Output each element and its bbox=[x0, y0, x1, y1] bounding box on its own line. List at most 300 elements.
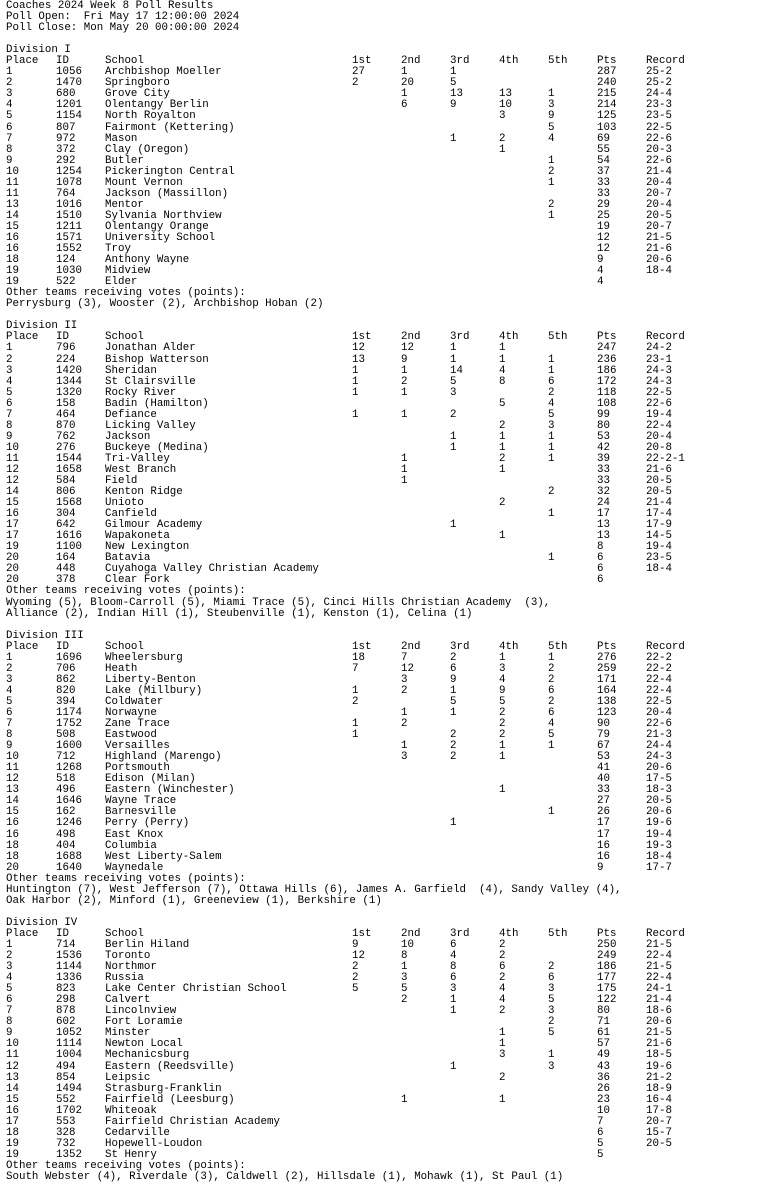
cell-third: 4 bbox=[450, 950, 457, 963]
cell-second: 1 bbox=[401, 364, 408, 377]
cell-fifth: 5 bbox=[548, 994, 555, 1007]
cell-record: 21-5 bbox=[646, 1027, 672, 1040]
cell-id: 1078 bbox=[56, 176, 82, 189]
cell-first: 1 bbox=[352, 729, 359, 742]
cell-pts: 53 bbox=[597, 751, 610, 764]
column-header-id: ID bbox=[56, 640, 69, 653]
cell-place: 12 bbox=[6, 475, 19, 488]
cell-fifth: 1 bbox=[548, 740, 555, 753]
cell-id: 1352 bbox=[56, 1148, 82, 1161]
cell-first: 12 bbox=[352, 342, 365, 355]
table-row bbox=[6, 841, 773, 852]
other-votes-label: Other teams receiving votes (points): bbox=[6, 1159, 246, 1172]
cell-fourth: 2 bbox=[499, 938, 506, 951]
cell-first: 9 bbox=[352, 938, 359, 951]
cell-fourth: 10 bbox=[499, 99, 512, 112]
cell-place: 4 bbox=[6, 99, 13, 112]
cell-place: 1 bbox=[6, 938, 13, 951]
cell-third: 6 bbox=[450, 972, 457, 985]
cell-record: 20-7 bbox=[646, 1115, 672, 1128]
cell-second: 1 bbox=[401, 961, 408, 974]
cell-record: 25-2 bbox=[646, 77, 672, 90]
cell-third: 2 bbox=[450, 408, 457, 421]
cell-place: 5 bbox=[6, 695, 13, 708]
cell-school: Bishop Watterson bbox=[105, 353, 209, 366]
cell-fourth: 2 bbox=[499, 718, 506, 731]
cell-pts: 43 bbox=[597, 1060, 610, 1073]
cell-place: 7 bbox=[6, 718, 13, 731]
cell-id: 518 bbox=[56, 773, 76, 786]
cell-school: Calvert bbox=[105, 994, 151, 1007]
cell-place: 15 bbox=[6, 806, 19, 819]
cell-place: 10 bbox=[6, 1038, 19, 1051]
other-votes-list: Perrysburg (3), Wooster (2), Archbishop Hoban (2) bbox=[6, 298, 324, 311]
column-header-second: 2nd bbox=[401, 927, 421, 940]
cell-record: 18-4 bbox=[646, 563, 672, 576]
column-header-first: 1st bbox=[352, 331, 372, 344]
cell-school: Archbishop Moeller bbox=[105, 66, 222, 79]
cell-fifth: 1 bbox=[548, 806, 555, 819]
cell-school: Jackson bbox=[105, 430, 151, 443]
cell-third: 5 bbox=[450, 695, 457, 708]
cell-fourth: 2 bbox=[499, 950, 506, 963]
column-header-school: School bbox=[105, 331, 144, 344]
column-header-pts: Pts bbox=[597, 927, 617, 940]
cell-pts: 103 bbox=[597, 121, 617, 134]
cell-second: 2 bbox=[401, 994, 408, 1007]
cell-school: Gilmour Academy bbox=[105, 519, 203, 532]
cell-place: 5 bbox=[6, 110, 13, 123]
cell-id: 1344 bbox=[56, 375, 82, 388]
cell-pts: 4 bbox=[597, 265, 604, 278]
cell-school: Zane Trace bbox=[105, 718, 170, 731]
cell-pts: 19 bbox=[597, 220, 610, 233]
cell-pts: 55 bbox=[597, 143, 610, 156]
other-votes-list: Alliance (2), Indian Hill (1), Steubenville (1), Kenston (1), Celina (1) bbox=[6, 607, 473, 620]
cell-id: 762 bbox=[56, 430, 76, 443]
cell-place: 8 bbox=[6, 143, 13, 156]
cell-first: 2 bbox=[352, 77, 359, 90]
cell-first: 27 bbox=[352, 66, 365, 79]
cell-second: 1 bbox=[401, 408, 408, 421]
cell-record: 22-5 bbox=[646, 695, 672, 708]
cell-pts: 13 bbox=[597, 530, 610, 543]
cell-pts: 118 bbox=[597, 386, 617, 399]
cell-school: Eastern (Winchester) bbox=[105, 784, 235, 797]
column-header-third: 3rd bbox=[450, 927, 470, 940]
table-row bbox=[6, 343, 773, 354]
cell-place: 18 bbox=[6, 850, 19, 863]
table-row bbox=[6, 830, 773, 841]
cell-id: 1211 bbox=[56, 220, 82, 233]
cell-fourth: 1 bbox=[499, 463, 506, 476]
cell-school: Coldwater bbox=[105, 695, 164, 708]
cell-place: 12 bbox=[6, 1060, 19, 1073]
cell-record: 21-6 bbox=[646, 243, 672, 256]
cell-school: Sheridan bbox=[105, 364, 157, 377]
spacer bbox=[6, 34, 773, 45]
cell-place: 19 bbox=[6, 1148, 19, 1161]
cell-id: 1052 bbox=[56, 1027, 82, 1040]
cell-id: 1640 bbox=[56, 861, 82, 874]
cell-school: Perry (Perry) bbox=[105, 817, 190, 830]
cell-school: Lake Center Christian School bbox=[105, 983, 287, 996]
cell-id: 642 bbox=[56, 519, 76, 532]
cell-school: Versailles bbox=[105, 740, 170, 753]
cell-fourth: 1 bbox=[499, 751, 506, 764]
cell-fourth: 13 bbox=[499, 88, 512, 101]
cell-record: 18-4 bbox=[646, 850, 672, 863]
cell-fifth: 1 bbox=[548, 651, 555, 664]
cell-pts: 33 bbox=[597, 176, 610, 189]
cell-place: 13 bbox=[6, 1071, 19, 1084]
column-header-pts: Pts bbox=[597, 640, 617, 653]
cell-record: 22-2 bbox=[646, 662, 672, 675]
cell-second: 10 bbox=[401, 938, 414, 951]
cell-first: 5 bbox=[352, 983, 359, 996]
cell-record: 20-4 bbox=[646, 707, 672, 719]
cell-place: 7 bbox=[6, 132, 13, 145]
cell-fifth: 3 bbox=[548, 99, 555, 112]
cell-record: 22-6 bbox=[646, 132, 672, 145]
cell-place: 8 bbox=[6, 729, 13, 742]
cell-record: 21-2 bbox=[646, 1071, 672, 1084]
cell-second: 2 bbox=[401, 684, 408, 697]
cell-place: 6 bbox=[6, 397, 13, 410]
table-row bbox=[6, 134, 773, 145]
cell-third: 1 bbox=[450, 353, 457, 366]
division-section bbox=[6, 310, 773, 619]
cell-third: 1 bbox=[450, 66, 457, 79]
cell-record: 19-4 bbox=[646, 408, 672, 421]
table-row bbox=[6, 852, 773, 863]
cell-school: Licking Valley bbox=[105, 419, 196, 432]
cell-place: 17 bbox=[6, 1115, 19, 1128]
cell-second: 1 bbox=[401, 475, 408, 488]
cell-place: 18 bbox=[6, 254, 19, 267]
cell-third: 1 bbox=[450, 430, 457, 443]
cell-third: 2 bbox=[450, 740, 457, 753]
cell-place: 15 bbox=[6, 497, 19, 510]
column-header-fifth: 5th bbox=[548, 331, 568, 344]
cell-fifth: 2 bbox=[548, 486, 555, 499]
cell-school: Unioto bbox=[105, 497, 144, 510]
cell-id: 1254 bbox=[56, 165, 82, 178]
cell-fourth: 2 bbox=[499, 497, 506, 510]
cell-place: 16 bbox=[6, 817, 19, 830]
cell-record: 22-5 bbox=[646, 121, 672, 134]
cell-first: 1 bbox=[352, 684, 359, 697]
cell-id: 1696 bbox=[56, 651, 82, 664]
cell-place: 14 bbox=[6, 486, 19, 499]
cell-fifth: 2 bbox=[548, 961, 555, 974]
cell-id: 224 bbox=[56, 353, 76, 366]
column-header-third: 3rd bbox=[450, 640, 470, 653]
cell-school: Troy bbox=[105, 243, 131, 256]
cell-record: 20-5 bbox=[646, 795, 672, 808]
cell-school: Cedarville bbox=[105, 1126, 170, 1139]
cell-place: 16 bbox=[6, 508, 19, 521]
cell-fourth: 2 bbox=[499, 1071, 506, 1084]
cell-pts: 61 bbox=[597, 1027, 610, 1040]
cell-record: 22-6 bbox=[646, 397, 672, 410]
cell-pts: 16 bbox=[597, 839, 610, 852]
cell-place: 2 bbox=[6, 77, 13, 90]
cell-record: 17-9 bbox=[646, 519, 672, 532]
cell-fifth: 1 bbox=[548, 1049, 555, 1062]
cell-school: Columbia bbox=[105, 839, 157, 852]
column-header-fifth: 5th bbox=[548, 927, 568, 940]
cell-record: 24-4 bbox=[646, 740, 672, 753]
cell-record: 20-6 bbox=[646, 806, 672, 819]
cell-pts: 79 bbox=[597, 729, 610, 742]
cell-id: 1016 bbox=[56, 198, 82, 211]
column-header-fourth: 4th bbox=[499, 927, 519, 940]
cell-fifth: 5 bbox=[548, 1027, 555, 1040]
cell-place: 20 bbox=[6, 552, 19, 565]
cell-record: 21-6 bbox=[646, 463, 672, 476]
cell-school: Wheelersburg bbox=[105, 651, 183, 664]
column-header-second: 2nd bbox=[401, 331, 421, 344]
cell-id: 498 bbox=[56, 828, 76, 841]
cell-id: 378 bbox=[56, 574, 76, 587]
cell-pts: 24 bbox=[597, 497, 610, 510]
cell-id: 1646 bbox=[56, 795, 82, 808]
cell-second: 12 bbox=[401, 662, 414, 675]
cell-record: 22-6 bbox=[646, 154, 672, 167]
cell-fourth: 1 bbox=[499, 143, 506, 156]
cell-school: Grove City bbox=[105, 88, 170, 101]
cell-pts: 259 bbox=[597, 662, 617, 675]
division-section bbox=[6, 620, 773, 907]
cell-record: 21-4 bbox=[646, 497, 672, 510]
cell-place: 2 bbox=[6, 662, 13, 675]
cell-pts: 17 bbox=[597, 817, 610, 830]
table-row bbox=[6, 1073, 773, 1084]
cell-fifth: 6 bbox=[548, 375, 555, 388]
cell-fifth: 1 bbox=[548, 441, 555, 454]
cell-third: 13 bbox=[450, 88, 463, 101]
cell-place: 11 bbox=[6, 762, 19, 775]
cell-second: 1 bbox=[401, 88, 408, 101]
column-header-third: 3rd bbox=[450, 331, 470, 344]
column-header-second: 2nd bbox=[401, 55, 421, 68]
cell-fifth: 1 bbox=[548, 353, 555, 366]
cell-first: 2 bbox=[352, 972, 359, 985]
cell-school: St Henry bbox=[105, 1148, 157, 1161]
cell-fifth: 1 bbox=[548, 88, 555, 101]
cell-pts: 49 bbox=[597, 1049, 610, 1062]
cell-id: 1114 bbox=[56, 1038, 82, 1051]
cell-pts: 23 bbox=[597, 1093, 610, 1106]
column-header-third: 3rd bbox=[450, 55, 470, 68]
column-header-fourth: 4th bbox=[499, 55, 519, 68]
table-row bbox=[6, 1150, 773, 1161]
cell-third: 6 bbox=[450, 662, 457, 675]
cell-id: 823 bbox=[56, 983, 76, 996]
cell-place: 4 bbox=[6, 972, 13, 985]
cell-first: 2 bbox=[352, 961, 359, 974]
cell-pts: 57 bbox=[597, 1038, 610, 1051]
cell-school: Canfield bbox=[105, 508, 157, 521]
table-row bbox=[6, 366, 773, 377]
column-header-place: Place bbox=[6, 331, 39, 344]
cell-record: 20-5 bbox=[646, 486, 672, 499]
cell-fifth: 3 bbox=[548, 1005, 555, 1018]
cell-record: 20-5 bbox=[646, 1137, 672, 1150]
cell-school: Field bbox=[105, 475, 138, 488]
cell-id: 1752 bbox=[56, 718, 82, 731]
cell-place: 1 bbox=[6, 66, 13, 79]
cell-pts: 17 bbox=[597, 828, 610, 841]
cell-id: 807 bbox=[56, 121, 76, 134]
cell-school: New Lexington bbox=[105, 541, 190, 554]
table-row bbox=[6, 111, 773, 122]
column-header-first: 1st bbox=[352, 927, 372, 940]
cell-school: Olentangy Berlin bbox=[105, 99, 209, 112]
cell-second: 2 bbox=[401, 718, 408, 731]
table-row bbox=[6, 1062, 773, 1073]
cell-first: 7 bbox=[352, 662, 359, 675]
poll-close: Poll Close: Mon May 20 00:00:00 2024 bbox=[6, 22, 240, 35]
cell-fifth: 3 bbox=[548, 1060, 555, 1073]
cell-fourth: 1 bbox=[499, 353, 506, 366]
cell-school: Mentor bbox=[105, 198, 144, 211]
cell-place: 3 bbox=[6, 88, 13, 101]
cell-school: Fairmont (Kettering) bbox=[105, 121, 235, 134]
cell-school: Minster bbox=[105, 1027, 151, 1040]
cell-id: 1056 bbox=[56, 66, 82, 79]
cell-fourth: 2 bbox=[499, 729, 506, 742]
cell-place: 1 bbox=[6, 342, 13, 355]
cell-id: 1536 bbox=[56, 950, 82, 963]
cell-fifth: 1 bbox=[548, 176, 555, 189]
cell-record: 19-4 bbox=[646, 828, 672, 841]
cell-first: 12 bbox=[352, 950, 365, 963]
column-header-school: School bbox=[105, 927, 144, 940]
cell-id: 553 bbox=[56, 1115, 76, 1128]
cell-school: Lincolnview bbox=[105, 1005, 177, 1018]
cell-id: 1336 bbox=[56, 972, 82, 985]
cell-fifth: 2 bbox=[548, 165, 555, 178]
cell-id: 1688 bbox=[56, 850, 82, 863]
cell-fourth: 2 bbox=[499, 452, 506, 465]
cell-record: 21-5 bbox=[646, 961, 672, 974]
cell-record: 20-4 bbox=[646, 198, 672, 211]
cell-place: 14 bbox=[6, 1082, 19, 1095]
cell-second: 8 bbox=[401, 950, 408, 963]
cell-fifth: 2 bbox=[548, 1016, 555, 1029]
cell-record: 20-5 bbox=[646, 209, 672, 222]
cell-second: 1 bbox=[401, 386, 408, 399]
cell-place: 11 bbox=[6, 452, 19, 465]
cell-record: 21-4 bbox=[646, 165, 672, 178]
cell-second: 1 bbox=[401, 740, 408, 753]
column-header-record: Record bbox=[646, 55, 685, 68]
cell-fourth: 4 bbox=[499, 364, 506, 377]
cell-school: Midview bbox=[105, 265, 151, 278]
cell-fifth: 1 bbox=[548, 552, 555, 565]
cell-pts: 67 bbox=[597, 740, 610, 753]
column-header-fifth: 5th bbox=[548, 55, 568, 68]
poll-open: Poll Open: Fri May 17 12:00:00 2024 bbox=[6, 11, 240, 24]
cell-first: 1 bbox=[352, 386, 359, 399]
cell-school: Olentangy Orange bbox=[105, 220, 209, 233]
cell-place: 8 bbox=[6, 419, 13, 432]
cell-pts: 80 bbox=[597, 1005, 610, 1018]
cell-record: 19-6 bbox=[646, 817, 672, 830]
cell-record: 19-4 bbox=[646, 541, 672, 554]
cell-place: 13 bbox=[6, 198, 19, 211]
cell-fifth: 2 bbox=[548, 198, 555, 211]
cell-pts: 247 bbox=[597, 342, 617, 355]
column-header-first: 1st bbox=[352, 55, 372, 68]
cell-record: 17-4 bbox=[646, 508, 672, 521]
cell-id: 1100 bbox=[56, 541, 82, 554]
cell-fourth: 4 bbox=[499, 983, 506, 996]
cell-school: Strasburg-Franklin bbox=[105, 1082, 222, 1095]
cell-place: 5 bbox=[6, 386, 13, 399]
column-header-school: School bbox=[105, 55, 144, 68]
cell-record: 21-5 bbox=[646, 231, 672, 244]
cell-id: 1510 bbox=[56, 209, 82, 222]
cell-id: 372 bbox=[56, 143, 76, 156]
cell-id: 522 bbox=[56, 276, 76, 289]
cell-third: 3 bbox=[450, 386, 457, 399]
column-header-fourth: 4th bbox=[499, 640, 519, 653]
cell-pts: 5 bbox=[597, 1137, 604, 1150]
cell-first: 1 bbox=[352, 375, 359, 388]
cell-fifth: 4 bbox=[548, 718, 555, 731]
cell-id: 972 bbox=[56, 132, 76, 145]
cell-fifth: 1 bbox=[548, 508, 555, 521]
column-header-pts: Pts bbox=[597, 331, 617, 344]
cell-third: 1 bbox=[450, 441, 457, 454]
cell-place: 19 bbox=[6, 1137, 19, 1150]
cell-id: 602 bbox=[56, 1016, 76, 1029]
cell-id: 732 bbox=[56, 1137, 76, 1150]
cell-place: 15 bbox=[6, 220, 19, 233]
cell-fifth: 5 bbox=[548, 729, 555, 742]
cell-pts: 249 bbox=[597, 950, 617, 963]
cell-id: 878 bbox=[56, 1005, 76, 1018]
cell-first: 18 bbox=[352, 651, 365, 664]
column-header-record: Record bbox=[646, 640, 685, 653]
cell-fifth: 6 bbox=[548, 707, 555, 719]
cell-record: 24-3 bbox=[646, 375, 672, 388]
cell-id: 496 bbox=[56, 784, 76, 797]
table-row bbox=[6, 377, 773, 388]
cell-place: 2 bbox=[6, 353, 13, 366]
cell-id: 464 bbox=[56, 408, 76, 421]
cell-pts: 172 bbox=[597, 375, 617, 388]
cell-second: 1 bbox=[401, 66, 408, 79]
cell-school: St Clairsville bbox=[105, 375, 196, 388]
cell-third: 1 bbox=[450, 1060, 457, 1073]
cell-place: 17 bbox=[6, 530, 19, 543]
cell-id: 162 bbox=[56, 806, 76, 819]
cell-id: 1494 bbox=[56, 1082, 82, 1095]
cell-third: 1 bbox=[450, 342, 457, 355]
cell-school: Butler bbox=[105, 154, 144, 167]
cell-third: 1 bbox=[450, 707, 457, 719]
cell-school: Fairfield Christian Academy bbox=[105, 1115, 280, 1128]
spacer bbox=[6, 310, 773, 321]
cell-pts: 71 bbox=[597, 1016, 610, 1029]
cell-id: 820 bbox=[56, 684, 76, 697]
cell-third: 1 bbox=[450, 1005, 457, 1018]
cell-pts: 215 bbox=[597, 88, 617, 101]
